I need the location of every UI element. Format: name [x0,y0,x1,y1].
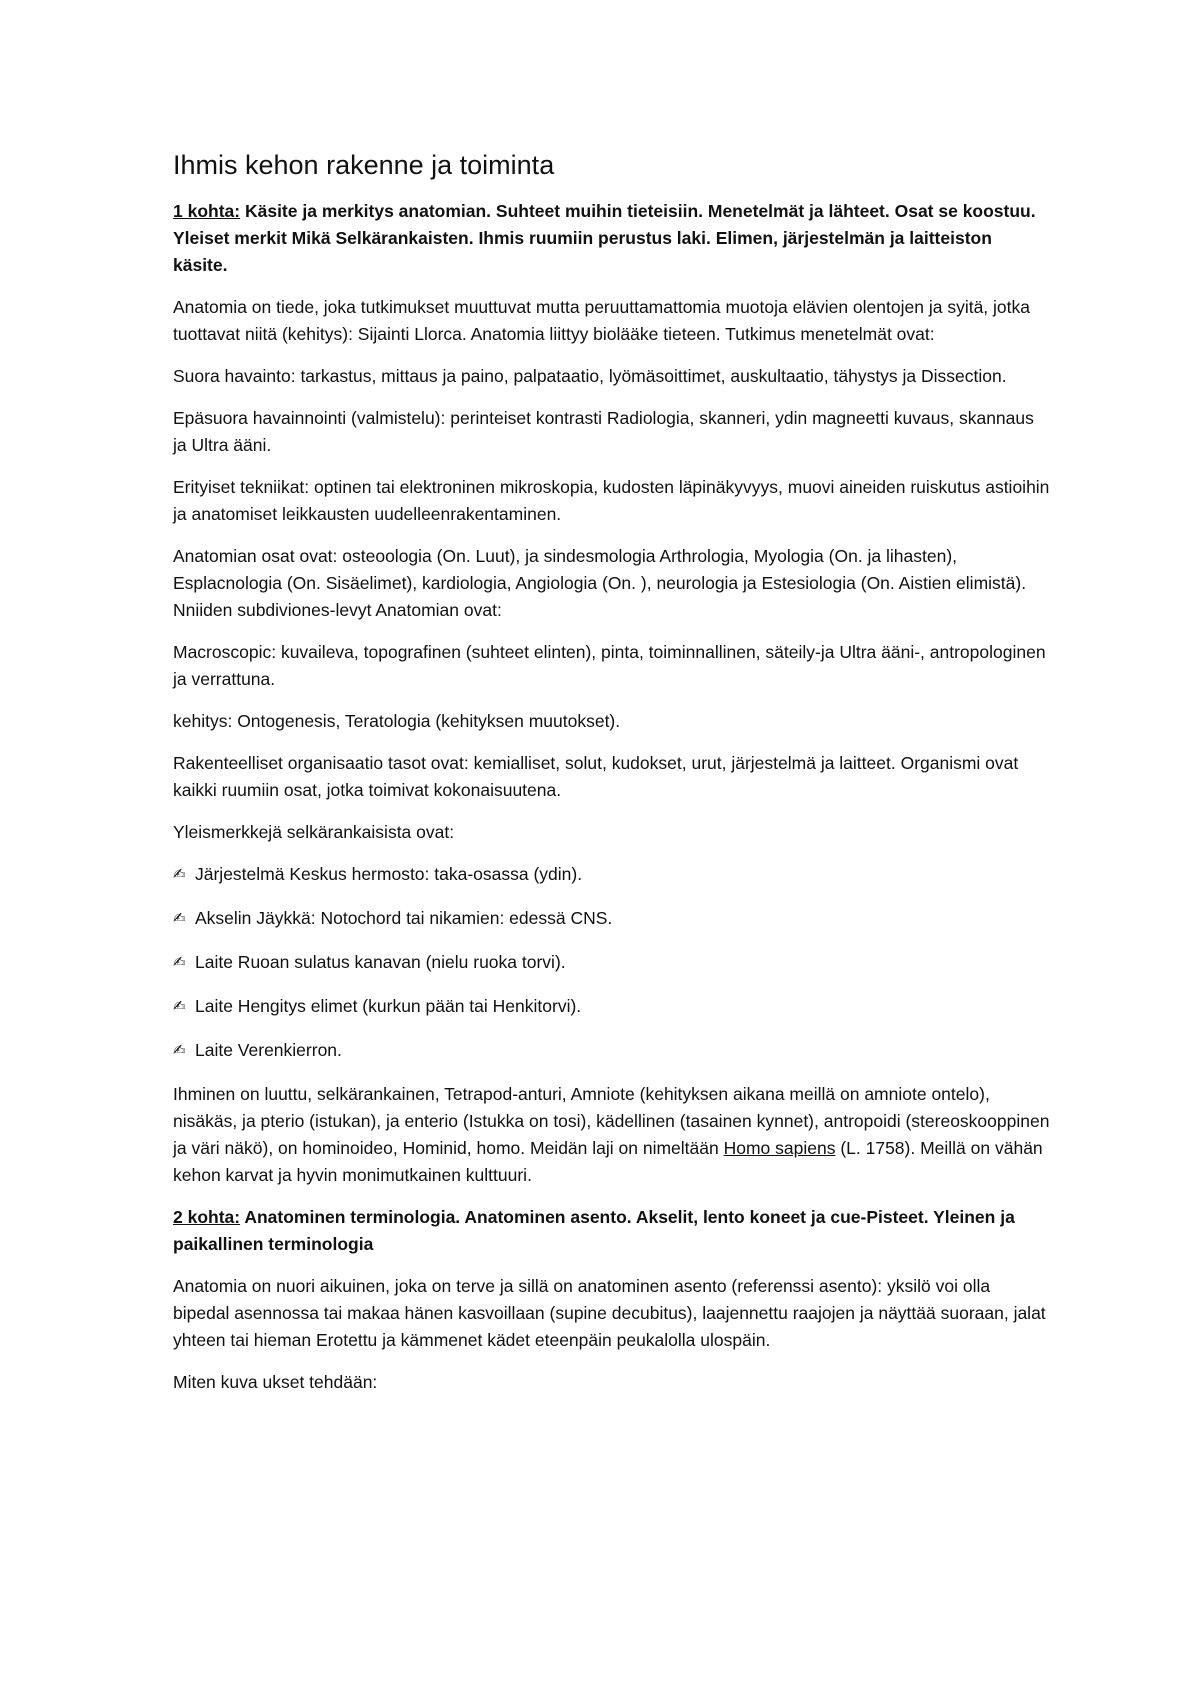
human-paragraph-before: Ihminen on luuttu, selkärankainen, Tetrapod-anturi, Amniote (kehityksen aikana meillä on amniote ontelo), nisäkäs, ja pterio (istukan), ja enterio (Istukka on tosi), kädellinen (tasainen kynnet), antropoidi (stereoskooppinen ja väri näkö), on hominoideo, Hominid, homo. Meidän laji on nimeltään [173,1084,1050,1158]
paragraph-how-images: Miten kuva ukset tehdään: [173,1372,378,1392]
list-item-text: Laite Hengitys elimet (kurkun pään tai Henkitorvi). [195,996,582,1016]
paragraph-development: kehitys: Ontogenesis, Teratologia (kehityksen muutokset). [173,711,621,731]
list-item-text: Akselin Jäykkä: Notochord tai nikamien: edessä CNS. [195,908,613,928]
paragraph-macroscopic: Macroscopic: kuvaileva, topografinen (suhteet elinten), pinta, toiminnallinen, säteily-ja Ultra ääni-, antropologinen ja verrattuna. [173,642,1046,689]
vertebrate-signs-list [173,861,1050,1064]
list-item [173,993,1050,1020]
section-2-heading [173,1204,1050,1258]
list-item-text: Laite Ruoan sulatus kanavan (nielu ruoka torvi). [195,952,566,972]
section-1-text: Käsite ja merkitys anatomian. Suhteet muihin tieteisiin. Menetelmät ja lähteet. Osat se koostuu. Yleiset merkit Mikä Selkärankaisten. Ihmis ruumiin perustus laki. Elimen, järjestelmän ja laitteiston käsite. [173,201,1036,275]
section-1-label: 1 kohta: [173,201,241,221]
list-item-text: Järjestelmä Keskus hermosto: taka-osassa (ydin). [195,864,583,884]
paragraph-organization-levels: Rakenteelliset organisaatio tasot ovat: kemialliset, solut, kudokset, urut, järjestelmä ja laitteet. Organismi ovat kaikki ruumiin osat, jotka toimivat kokonaisuutena. [173,753,1019,800]
writing-hand-icon: ✍ [173,910,186,927]
paragraph-special-techniques: Erityiset tekniikat: optinen tai elektroninen mikroskopia, kudosten läpinäkyvyys, muovi aineiden ruiskutus astioihin ja anatomiset leikkausten uudelleenrakentaminen. [173,477,1050,524]
writing-hand-icon: ✍ [173,954,186,971]
writing-hand-icon: ✍ [173,1042,186,1059]
paragraph-anatomy-parts: Anatomian osat ovat: osteoologia (On. Luut), ja sindesmologia Arthrologia, Myologia (On. ja lihasten), Esplacnologia (On. Sisäelimet), kardiologia, Angiologia (On. ), neurologia ja Estesiologia (On. Aistien elimistä). Nniiden subdiviones-levyt Anatomian ovat: [173,546,1027,620]
list-item [173,1037,1050,1064]
homo-sapiens-link[interactable]: Homo sapiens [723,1138,836,1158]
list-item-text: Laite Verenkierron. [195,1040,342,1060]
list-item [173,861,1050,888]
list-item [173,949,1050,976]
document-title: Ihmis kehon rakenne ja toiminta [173,150,555,180]
paragraph-direct-observation: Suora havainto: tarkastus, mittaus ja paino, palpataatio, lyömäsoittimet, auskultaatio, tähystys ja Dissection. [173,366,1007,386]
section-2-text: Anatominen terminologia. Anatominen asento. Akselit, lento koneet ja cue-Pisteet. Yleinen ja paikallinen terminologia [173,1207,1015,1254]
paragraph-anatomy-definition: Anatomia on tiede, joka tutkimukset muuttuvat mutta peruuttamattomia muotoja elävien olentojen ja syitä, jotka tuottavat niitä (kehitys): Sijainti Llorca. Anatomia liittyy biolääke tieteen. Tutkimus menetelmät ovat: [173,297,1030,344]
paragraph-indirect-observation: Epäsuora havainnointi (valmistelu): perinteiset kontrasti Radiologia, skanneri, ydin magneetti kuvaus, skannaus ja Ultra ääni. [173,408,1034,455]
list-item [173,905,1050,932]
writing-hand-icon: ✍ [173,998,186,1015]
writing-hand-icon: ✍ [173,866,186,883]
paragraph-vertebrate-signs-intro: Yleismerkkejä selkärankaisista ovat: [173,822,455,842]
section-2-label: 2 kohta: [173,1207,241,1227]
paragraph-anatomical-position: Anatomia on nuori aikuinen, joka on terve ja sillä on anatominen asento (referenssi asento): yksilö voi olla bipedal asennossa tai makaa hänen kasvoillaan (supine decubitus), laajennettu raajojen ja näyttää suoraan, jalat yhteen tai hieman Erotettu ja kämmenet kädet eteenpäin peukalolla ulospäin. [173,1276,1046,1350]
human-paragraph-after: (L. 1758). Meillä on vähän kehon karvat ja hyvin monimutkainen kulttuuri. [173,1138,1043,1185]
section-1-heading [173,198,1050,279]
paragraph-human-classification [173,1081,1050,1189]
